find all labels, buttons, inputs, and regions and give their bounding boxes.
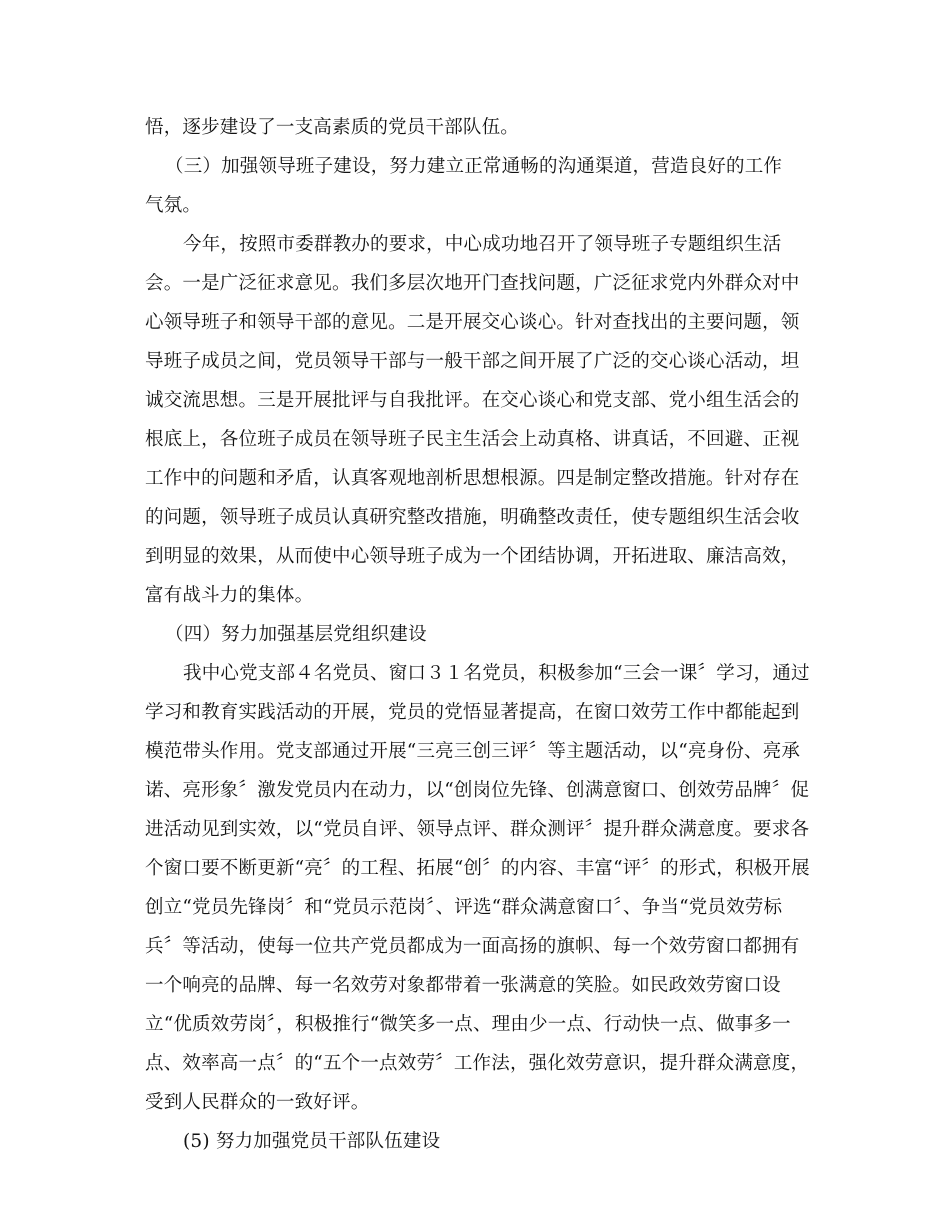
text-line: 的问题，领导班子成员认真研究整改措施，明确整改责任，使专题组织生活会收 — [145, 507, 800, 528]
text-line: 根底上，各位班子成员在领导班子民主生活会上动真格、讲真话，不回避、正视 — [145, 429, 800, 450]
section-heading: (5) 努力加强党员干部队伍建设 — [183, 1131, 441, 1152]
text-line: 创立“党员先锋岗〞和“党员示范岗〞、评选“群众满意窗口〞、争当“党员效劳标 — [145, 897, 783, 918]
text-line: 诺、亮形象〞激发党员内在动力，以“创岗位先锋、创满意窗口、创效劳品牌〞促 — [145, 780, 810, 801]
text-line: 诚交流思想。三是开展批评与自我批评。在交心谈心和党支部、党小组生活会的 — [145, 390, 800, 411]
text-line: 兵〞等活动，使每一位共产党员都成为一面高扬的旗帜、每一个效劳窗口都拥有 — [145, 936, 800, 957]
section-heading: （三）加强领导班子建设，努力建立正常通畅的沟通渠道，营造良好的工作 — [165, 156, 783, 177]
text-line: 导班子成员之间，党员领导干部与一般干部之间开展了广泛的交心谈心活动，坦 — [145, 351, 800, 372]
text-line: 点、效率高一点〞的“五个一点效劳〞工作法，强化效劳意识，提升群众满意度， — [145, 1053, 810, 1074]
text-line: 模范带头作用。党支部通过开展“三亮三创三评〞等主题活动，以“亮身份、亮承 — [145, 741, 801, 762]
section-heading: （四）努力加强基层党组织建设 — [165, 624, 427, 645]
text-line: 到明显的效果，从而使中心领导班子成为一个团结协调，开拓进取、廉洁高效， — [145, 546, 800, 567]
text-line: 我中心党支部４名党员、窗口３１名党员，积极参加“三会一课〞学习，通过 — [183, 663, 810, 684]
text-line: 个窗口要不断更新“亮〞的工程、拓展“创〞的内容、丰富“评〞的形式，积极开展 — [145, 858, 810, 879]
text-line: 富有战斗力的集体。 — [145, 585, 314, 606]
text-line: 进活动见到实效，以“党员自评、领导点评、群众测评〞提升群众满意度。要求各 — [145, 819, 810, 840]
text-line: 今年，按照市委群教办的要求，中心成功地召开了领导班子专题组织生活 — [183, 234, 782, 255]
text-line: 工作中的问题和矛盾，认真客观地剖析思想根源。四是制定整改措施。针对存在 — [145, 468, 800, 489]
text-line: 悟，逐步建设了一支高素质的党员干部队伍。 — [145, 117, 520, 138]
text-line: 学习和教育实践活动的开展，党员的党悟显著提高，在窗口效劳工作中都能起到 — [145, 702, 800, 723]
text-line: 一个响亮的品牌、每一名效劳对象都带着一张满意的笑脸。如民政效劳窗口设 — [145, 975, 781, 996]
text-line: 立“优质效劳岗〞，积极推行“微笑多一点、理由少一点、行动快一点、做事多一 — [145, 1014, 791, 1035]
text-line: 受到人民群众的一致好评。 — [145, 1092, 370, 1113]
text-line: 心领导班子和领导干部的意见。二是开展交心谈心。针对查找出的主要问题，领 — [145, 312, 800, 333]
text-line: 会。一是广泛征求意见。我们多层次地开门查找问题，广泛征求党内外群众对中 — [145, 273, 800, 294]
text-line: 气氛。 — [145, 195, 202, 216]
